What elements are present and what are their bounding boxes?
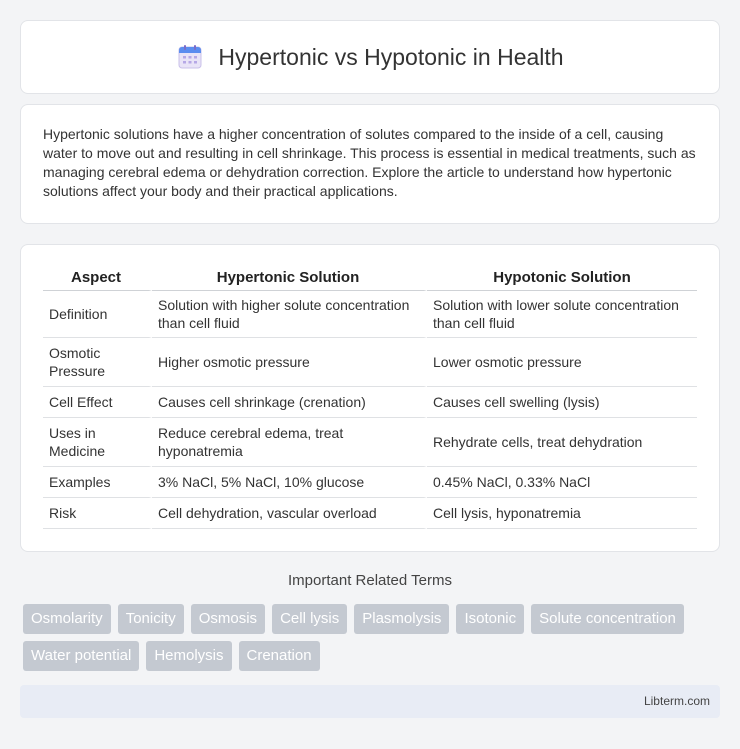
term-tag[interactable]: Osmolarity	[23, 604, 111, 634]
term-tag[interactable]: Tonicity	[118, 604, 184, 634]
footer	[20, 685, 720, 718]
column-header-hypotonic: Hypotonic Solution	[427, 265, 697, 291]
term-tag[interactable]: Osmosis	[191, 604, 265, 634]
term-tag[interactable]: Hemolysis	[146, 641, 231, 671]
table-cell: Osmotic Pressure	[43, 338, 152, 387]
comparison-table	[43, 265, 697, 529]
column-header-hypertonic: Hypertonic Solution	[152, 265, 427, 291]
table-cell: Solution with higher solute concentration than cell fluid	[152, 291, 427, 338]
page-title: Hypertonic vs Hypotonic in Health	[218, 43, 564, 70]
term-tag[interactable]: Cell lysis	[272, 604, 347, 634]
table-cell: Higher osmotic pressure	[152, 338, 427, 387]
table-row	[43, 498, 697, 529]
intro-card	[20, 104, 720, 224]
table-cell: Lower osmotic pressure	[427, 338, 697, 387]
table-cell: Cell Effect	[43, 387, 152, 418]
footer-site-link[interactable]: Libterm.com	[643, 694, 710, 708]
table-cell: Causes cell shrinkage (crenation)	[152, 387, 427, 418]
related-terms-list	[23, 604, 723, 671]
table-cell: Rehydrate cells, treat dehydration	[427, 418, 697, 467]
table-row	[43, 338, 697, 387]
related-terms-heading: Important Related Terms	[288, 572, 452, 589]
calendar-icon	[176, 43, 204, 71]
table-row	[43, 418, 697, 467]
table-row	[43, 291, 697, 338]
term-tag[interactable]: Crenation	[239, 641, 320, 671]
intro-paragraph: Hypertonic solutions have a higher concentration of solutes compared to the inside of a cell, causing water to move out and resulting in cell shrinkage. This process is essential in medical treatments, such as managing cerebral edema or dehydration correction. Explore the article to understand how hypertonic solutions affect your body and their practical applications.	[43, 126, 696, 199]
table-cell: Cell lysis, hyponatremia	[427, 498, 697, 529]
table-cell: Solution with lower solute concentration than cell fluid	[427, 291, 697, 338]
term-tag[interactable]: Isotonic	[456, 604, 524, 634]
table-cell: Reduce cerebral edema, treat hyponatremia	[152, 418, 427, 467]
table-cell: 0.45% NaCl, 0.33% NaCl	[427, 467, 697, 498]
table-cell: Cell dehydration, vascular overload	[152, 498, 427, 529]
comparison-table-card	[20, 244, 720, 552]
table-header-row	[43, 265, 697, 291]
table-cell: Risk	[43, 498, 152, 529]
table-cell: 3% NaCl, 5% NaCl, 10% glucose	[152, 467, 427, 498]
term-tag[interactable]: Plasmolysis	[354, 604, 449, 634]
column-header-aspect: Aspect	[43, 265, 152, 291]
table-row	[43, 467, 697, 498]
table-cell: Examples	[43, 467, 152, 498]
table-cell: Uses in Medicine	[43, 418, 152, 467]
header-card	[20, 20, 720, 94]
term-tag[interactable]: Solute concentration	[531, 604, 684, 634]
table-cell: Definition	[43, 291, 152, 338]
table-cell: Causes cell swelling (lysis)	[427, 387, 697, 418]
table-row	[43, 387, 697, 418]
term-tag[interactable]: Water potential	[23, 641, 139, 671]
